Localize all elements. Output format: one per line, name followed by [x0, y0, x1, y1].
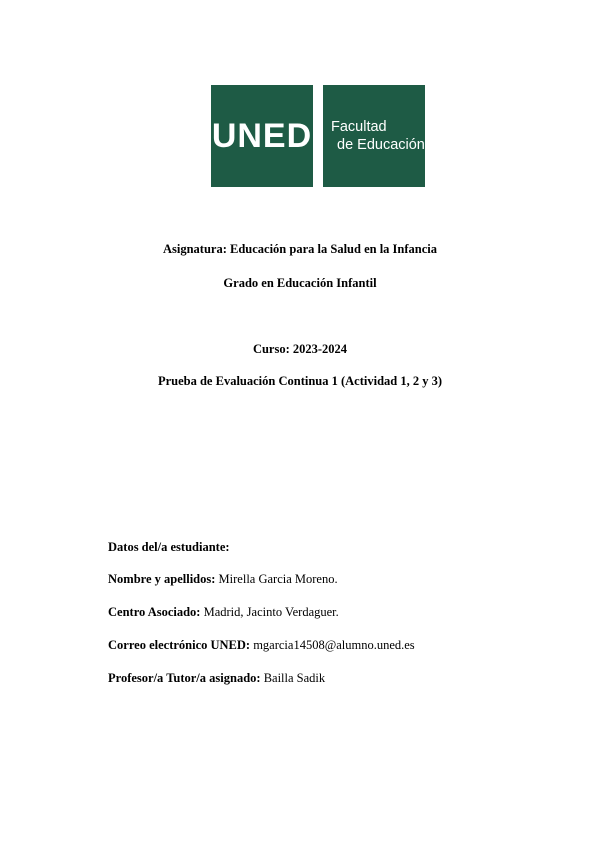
student-name-value: Mirella Garcia Moreno.: [215, 572, 338, 586]
student-center-label: Centro Asociado:: [108, 605, 201, 619]
test-heading: Prueba de Evaluación Continua 1 (Actividad 1, 2 y 3): [157, 374, 443, 388]
student-email-line: [108, 637, 415, 653]
logo-faculty-line1: Facultad: [331, 119, 387, 135]
logo-faculty-box: [323, 85, 425, 187]
logo-brand-text: UNED: [211, 117, 313, 155]
student-center-value: Madrid, Jacinto Verdaguer.: [200, 605, 339, 619]
uned-logo: [211, 85, 425, 187]
logo-uned-box: [211, 85, 313, 187]
student-name-line: [108, 571, 338, 587]
student-name-label: Nombre y apellidos:: [108, 572, 216, 586]
subject-heading: Asignatura: Educación para la Salud en la Infancia: [162, 242, 437, 256]
course-heading: Curso: 2023-2024: [252, 342, 348, 356]
student-tutor-line: [108, 670, 325, 686]
student-center-line: [108, 604, 339, 620]
degree-heading: Grado en Educación Infantil: [223, 276, 377, 290]
logo-faculty-line2: de Educación: [337, 137, 425, 153]
student-email-label: Correo electrónico UNED:: [108, 638, 251, 652]
student-tutor-value: Bailla Sadik: [260, 671, 326, 685]
student-section-title-text: Datos del/a estudiante:: [108, 540, 230, 554]
student-tutor-label: Profesor/a Tutor/a asignado:: [108, 671, 261, 685]
student-section-title: [108, 539, 230, 555]
student-email-value: mgarcia14508@alumno.uned.es: [250, 638, 415, 652]
